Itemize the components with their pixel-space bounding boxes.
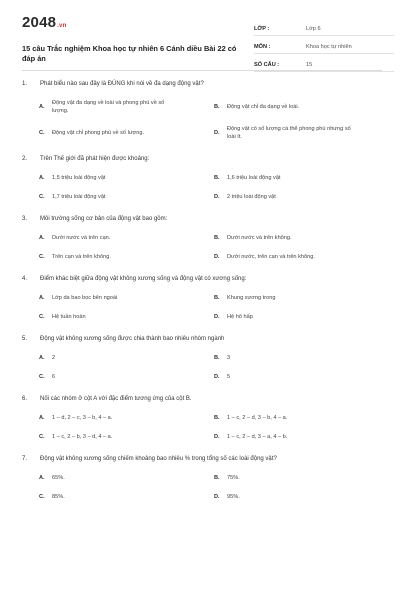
option-letter: D. bbox=[214, 253, 220, 260]
question-1 bbox=[22, 80, 382, 141]
question-stem bbox=[22, 80, 382, 88]
question-number: 6. bbox=[22, 396, 28, 402]
option-text: Dưới nước và trên cạn. bbox=[52, 235, 111, 241]
question-number: 1. bbox=[22, 81, 28, 87]
option-letter: A. bbox=[39, 175, 45, 181]
question-stem bbox=[22, 155, 382, 163]
option-text: Động vật chỉ đa dạng về loài. bbox=[227, 103, 300, 110]
question-text: Phát biểu nào sau đây là ĐÚNG khi nói về đa dạng động vật? bbox=[40, 81, 204, 87]
question-stem bbox=[22, 275, 382, 283]
answer-options bbox=[22, 475, 382, 501]
option-letter: C. bbox=[39, 253, 45, 260]
answer-option[interactable] bbox=[214, 295, 389, 303]
option-letter: C. bbox=[39, 313, 45, 320]
option-letter: D. bbox=[214, 433, 220, 440]
option-letter: A. bbox=[39, 103, 45, 110]
class-value: Lớp 6 bbox=[306, 26, 321, 32]
answer-option[interactable] bbox=[214, 314, 389, 322]
answer-option[interactable] bbox=[214, 126, 389, 141]
answer-option[interactable] bbox=[39, 254, 214, 262]
option-letter: D. bbox=[214, 493, 220, 500]
option-letter: D. bbox=[214, 193, 220, 200]
question-6 bbox=[22, 395, 382, 441]
option-letter: D. bbox=[214, 313, 220, 320]
answer-option[interactable] bbox=[39, 415, 214, 423]
option-text: Trên cạn và trên không. bbox=[52, 253, 111, 260]
question-number: 5. bbox=[22, 336, 28, 342]
document-title: 15 câu Trắc nghiệm Khoa học tự nhiên 6 Cánh diều Bài 22 có đáp án bbox=[22, 44, 237, 63]
option-letter: A. bbox=[39, 355, 45, 361]
answer-option[interactable] bbox=[214, 175, 389, 183]
option-text: 2 triệu loài động vật bbox=[227, 193, 276, 200]
question-text: Môi trường sống cơ bản của động vật bao gồm: bbox=[40, 216, 168, 222]
question-7 bbox=[22, 455, 382, 501]
option-text: Dưới nước, trên cạn và trên không. bbox=[227, 253, 315, 260]
option-text: 6 bbox=[52, 373, 56, 380]
option-text: 3 bbox=[227, 355, 231, 361]
question-stem bbox=[22, 395, 382, 403]
option-text: 95%. bbox=[227, 493, 240, 500]
answer-option[interactable] bbox=[214, 374, 389, 382]
answer-option[interactable] bbox=[39, 355, 214, 363]
answer-option[interactable] bbox=[214, 355, 389, 363]
question-stem bbox=[22, 215, 382, 223]
option-text: Hệ tuần hoàn bbox=[52, 313, 86, 320]
option-text: 5 bbox=[227, 373, 231, 380]
option-letter: C. bbox=[39, 373, 45, 380]
question-2 bbox=[22, 155, 382, 201]
option-text: Động vật đa dạng về loài và phong phú về số lượng. bbox=[52, 100, 165, 114]
question-text: Điểm khác biệt giữa động vật không xương sống và động vật có xương sống: bbox=[40, 276, 247, 282]
option-text: 1,6 triệu loài động vật bbox=[227, 175, 281, 181]
option-text: 75%. bbox=[227, 475, 240, 481]
answer-option[interactable] bbox=[214, 434, 389, 442]
worksheet-header bbox=[22, 12, 382, 72]
answer-option[interactable] bbox=[39, 475, 214, 483]
answer-options bbox=[22, 235, 382, 261]
subject-value: Khoa học tự nhiên bbox=[306, 44, 352, 50]
answer-option[interactable] bbox=[214, 475, 389, 483]
answer-options bbox=[22, 295, 382, 321]
answer-option[interactable] bbox=[214, 415, 389, 423]
option-text: 2 bbox=[52, 355, 56, 361]
class-label: LỚP : bbox=[254, 26, 270, 32]
answer-option[interactable] bbox=[214, 100, 389, 115]
answer-options bbox=[22, 415, 382, 441]
option-letter: C. bbox=[39, 129, 45, 136]
option-letter: B. bbox=[214, 355, 220, 361]
answer-option[interactable] bbox=[214, 235, 389, 243]
answer-option[interactable] bbox=[39, 100, 214, 115]
option-letter: A. bbox=[39, 475, 45, 481]
answer-options bbox=[22, 100, 382, 141]
question-text: Động vật không xương sống được chia thành bao nhiêu nhóm ngành bbox=[40, 336, 225, 342]
option-letter: B. bbox=[214, 475, 220, 481]
option-text: Dưới nước và trên không. bbox=[227, 235, 292, 241]
answer-option[interactable] bbox=[39, 494, 214, 502]
option-letter: B. bbox=[214, 295, 220, 301]
question-number: 3. bbox=[22, 216, 28, 222]
option-letter: B. bbox=[214, 103, 220, 110]
answer-option[interactable] bbox=[39, 194, 214, 202]
option-letter: B. bbox=[214, 415, 220, 421]
answer-option[interactable] bbox=[214, 194, 389, 202]
option-letter: B. bbox=[214, 175, 220, 181]
option-text: 1,5 triệu loài động vật bbox=[52, 175, 106, 181]
answer-option[interactable] bbox=[214, 494, 389, 502]
answer-option[interactable] bbox=[39, 235, 214, 243]
question-stem bbox=[22, 335, 382, 343]
logo-tld: .vn bbox=[57, 23, 67, 29]
question-text: Trên Thế giới đã phát hiện được khoảng: bbox=[40, 156, 150, 162]
site-logo[interactable] bbox=[22, 14, 66, 31]
option-text: 1 – d, 2 – c, 3 – b, 4 – a. bbox=[52, 415, 113, 421]
answer-option[interactable] bbox=[39, 314, 214, 322]
option-text: 1 – c, 2 – b, 3 – d, 4 – a. bbox=[52, 433, 113, 440]
question-number: 7. bbox=[22, 456, 28, 462]
option-letter: C. bbox=[39, 193, 45, 200]
header-divider bbox=[22, 70, 382, 71]
option-letter: A. bbox=[39, 295, 45, 301]
count-value: 15 bbox=[306, 62, 313, 68]
answer-options bbox=[22, 355, 382, 381]
subject-label: MÔN : bbox=[254, 44, 271, 50]
option-text: Động vật có số lượng cá thể phong phú nhưng số loài ít. bbox=[227, 126, 351, 140]
question-stem bbox=[22, 455, 382, 463]
option-letter: D. bbox=[214, 129, 220, 136]
option-letter: C. bbox=[39, 433, 45, 440]
option-letter: C. bbox=[39, 493, 45, 500]
option-text: 1,7 triệu loài động vật bbox=[52, 193, 106, 200]
answer-option[interactable] bbox=[39, 126, 214, 141]
answer-options bbox=[22, 175, 382, 201]
question-5 bbox=[22, 335, 382, 381]
option-text: 65%. bbox=[52, 475, 65, 481]
option-text: 1 – c, 2 – d, 3 – a, 4 – b. bbox=[227, 433, 288, 440]
answer-option[interactable] bbox=[214, 254, 389, 262]
question-text: Nối các nhóm ở cột A với đặc điểm tương ứng của cột B. bbox=[40, 396, 192, 402]
option-letter: A. bbox=[39, 415, 45, 421]
question-4 bbox=[22, 275, 382, 321]
question-list bbox=[22, 80, 382, 515]
answer-option[interactable] bbox=[39, 374, 214, 382]
option-text: Hệ hô hấp bbox=[227, 313, 253, 320]
option-text: Khung xương trong bbox=[227, 295, 276, 301]
question-text: Động vật không xương sống chiếm khoảng bao nhiêu % trong tổng số các loài động vật? bbox=[40, 456, 277, 462]
option-text: 85%. bbox=[52, 493, 65, 500]
logo-text: 2048 bbox=[22, 14, 57, 31]
question-3 bbox=[22, 215, 382, 261]
option-text: 1 – c, 2 – d, 3 – b, 4 – a. bbox=[227, 415, 288, 421]
answer-option[interactable] bbox=[39, 434, 214, 442]
question-number: 4. bbox=[22, 276, 28, 282]
question-number: 2. bbox=[22, 156, 28, 162]
meta-row-class bbox=[254, 22, 394, 36]
option-letter: D. bbox=[214, 373, 220, 380]
option-letter: B. bbox=[214, 235, 220, 241]
option-letter: A. bbox=[39, 235, 45, 241]
meta-box bbox=[254, 22, 394, 76]
count-label: SỐ CÂU : bbox=[254, 62, 280, 68]
option-text: Lớp da bao bọc bên ngoài bbox=[52, 295, 118, 301]
meta-row-subject bbox=[254, 40, 394, 54]
answer-option[interactable] bbox=[39, 175, 214, 183]
option-text: Động vật chỉ phong phú về số lượng. bbox=[52, 129, 144, 136]
answer-option[interactable] bbox=[39, 295, 214, 303]
